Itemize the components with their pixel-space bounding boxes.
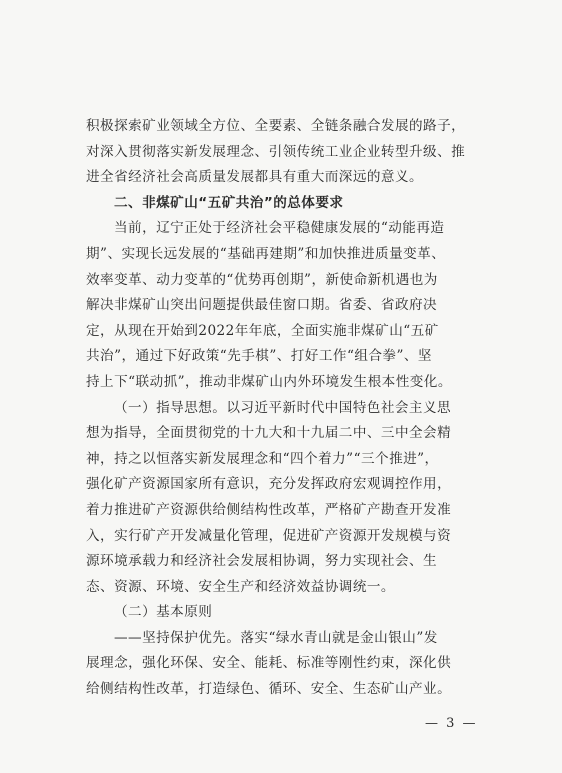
text-line: 强化矿产资源国家所有意识，充分发挥政府宏观调控作用， <box>86 476 452 493</box>
text-line: 持上下“联动抓”，推动非煤矿山内外环境发生根本性变化。 <box>86 373 452 390</box>
text-line: 展理念，强化环保、安全、能耗、标准等刚性约束，深化供 <box>86 655 452 672</box>
text-line: 想为指导，全面贯彻党的十九大和十九届二中、三中全会精 <box>86 425 452 442</box>
text-line: 积极探索矿业领域全方位、全要素、全链条融合发展的路子， <box>86 118 466 134</box>
page-number: — 3 — <box>425 716 478 731</box>
text-line: 效率变革、动力变革的“优势再创期”，新使命新机遇也为 <box>86 271 438 288</box>
text-line: 着力推进矿产资源供给侧结构性改革，严格矿产勘查开发准 <box>86 501 452 518</box>
text-line: （二）基本原则 <box>114 604 213 621</box>
text-line: 期”、实现长远发展的“基础再建期”和加快推进质量变革、 <box>86 245 446 262</box>
text-line: 进全省经济社会高质量发展都具有重大而深远的意义。 <box>86 169 424 186</box>
text-line: 共治”，通过下好政策“先手棋”、打好工作“组合拳”、坚 <box>86 348 432 365</box>
text-line: 对深入贯彻落实新发展理念、引领传统工业企业转型升级、推 <box>86 143 466 160</box>
text-line: 源环境承载力和经济社会发展相协调，努力实现社会、生 <box>86 553 438 570</box>
text-line: 解决非煤矿山突出问题提供最佳窗口期。省委、省政府决 <box>86 297 438 314</box>
text-line: 给侧结构性改革，打造绿色、循环、安全、生态矿山产业。 <box>86 681 452 698</box>
text-line: 当前，辽宁正处于经济社会平稳健康发展的“动能再造 <box>114 220 445 237</box>
text-line: （一）指导思想。以习近平新时代中国特色社会主义思 <box>114 399 452 416</box>
text-line: 神，持之以恒落实新发展理念和“四个着力”“三个推进”， <box>86 450 439 467</box>
text-line: 定，从现在开始到2022年年底，全面实施非煤矿山“五矿 <box>86 322 439 339</box>
section-heading: 二、非煤矿山“五矿共治”的总体要求 <box>114 194 344 211</box>
text-line: ——坚持保护优先。落实“绿水青山就是金山银山”发 <box>114 629 438 646</box>
document-body <box>86 114 482 703</box>
text-line: 入，实行矿产开发减量化管理，促进矿产资源开发规模与资 <box>86 527 452 544</box>
text-line: 态、资源、环境、安全生产和经济效益协调统一。 <box>86 578 395 595</box>
